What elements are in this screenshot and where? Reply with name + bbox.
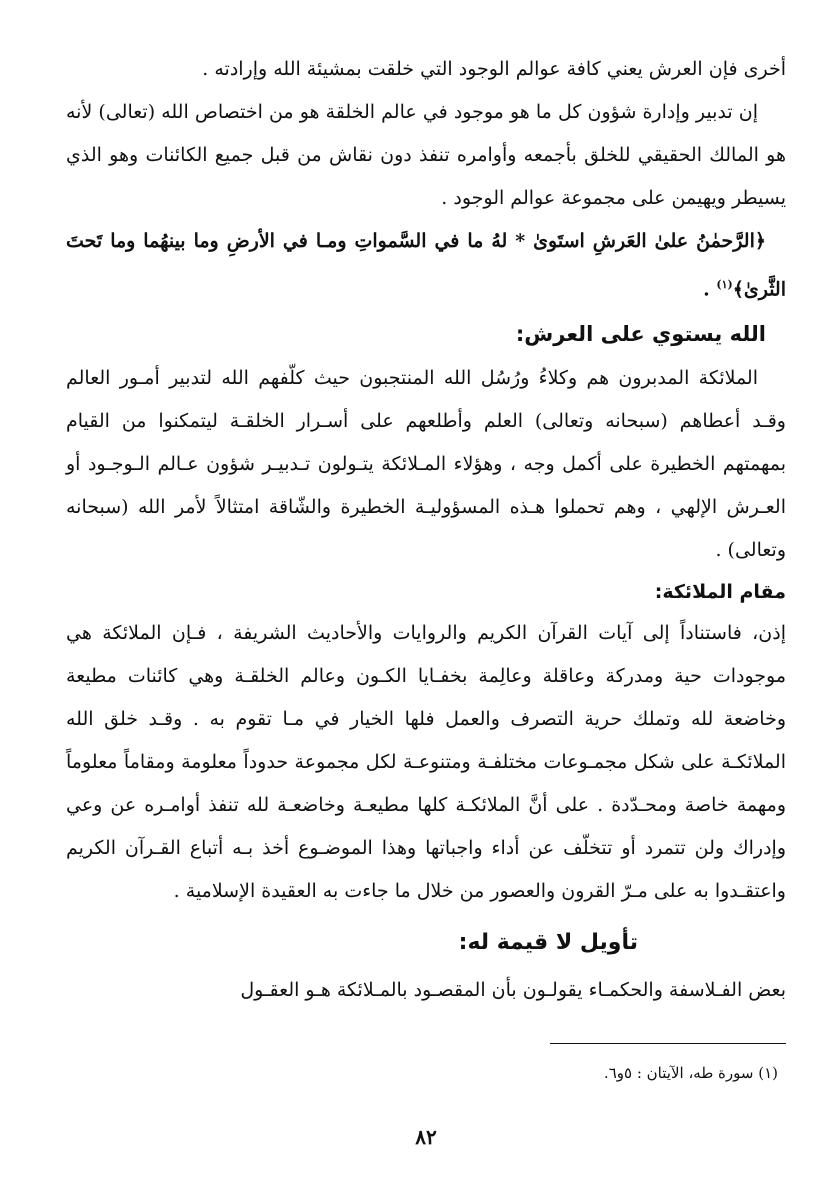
paragraph-4: إذن، فاستناداً إلى آيات القرآن الكريم والروايات والأحاديث الشريفة ، فـإن الملائكة هي موجودات حية ومدركة وعاقلة وعالِمة بخفـايا الكـون وعالم الخلقـة وهي كائنات مطيعة وخاضعة لله وتملك حرية التصرف والعمل فلها الخيار في مـا تقوم به . وقـد خلق الله الملائكـة على شكل مجمـوعات مختلفـة ومتنوعـة لكل مجموعة حدوداً معلومة ومقاماً معلوماً ومهمة خاصة ومحـدّدة . على أنَّ الملائكـة كلها مطيعـة وخاضعـة لله تنفذ أوامـره عن وعي وإدراك ولن تتمرد أو تتخلّف عن أداء واجباتها وهذا الموضـوع أخذ بـه أتباع القـرآن الكريم واعتقـدوا به على مـرّ القرون والعصور من خلال ما جاءت به العقيدة الإسلامية . (66, 622, 786, 903)
footnote: (١) سورة طه، الآيتان : ٥و٦. (603, 1064, 778, 1082)
section-heading-angels-status: مقام الملائكة: (654, 581, 786, 604)
paragraph-1: أخرى فإن العرش يعني كافة عوالم الوجود التي خلقت بمشيئة الله وإرادته . (202, 58, 786, 80)
section-heading-interpretation: تأويل لا قيمة له: (458, 930, 638, 956)
paragraph-3: الملائكة المدبرون هم وكلاءُ ورُسُل الله المنتجبون حيث كلّفهم الله لتدبير أمـور العالم وقـد أعطاهم (سبحانه وتعالى) العلم وأطلعهم على أسـرار الخلقـة ليتمكنوا من القيام بمهمتهم الخطيرة على أكمل وجه ، وهؤلاء المـلائكة يتـولون تـدبيـر شؤون عـالم الـوجـود أو العـرش الإلهي ، وهم تحملوا هـذه المسؤوليـة الخطيرة والشّاقة امتثالاً لأمر الله (سبحانه وتعالى) . (66, 367, 786, 562)
verse-end: . (703, 278, 717, 301)
footnote-marker[interactable]: (١) (716, 278, 733, 291)
page-number: ٨٢ (415, 1125, 437, 1149)
book-page (66, 48, 786, 1168)
footnote-divider (550, 1043, 786, 1044)
paragraph-5: بعض الفـلاسفة والحكمـاء يقولـون بأن المقصـود بالمـلائكة هـو العقـول (240, 979, 786, 1002)
quran-verse (66, 220, 786, 311)
paragraph-2: إن تدبير وإدارة شؤون كل ما هو موجود في عالم الخلقة هو من اختصاص الله (تعالى) لأنه هو المالك الحقيقي للخلق بأجمعه وأوامره تنفذ دون نقاش من قبل جميع الكائنات وهو الذي يسيطر ويهيمن على مجموعة عوالم الوجود . (66, 101, 786, 209)
verse-text: ﴿الرَّحمٰنُ علىٰ العَرشِ استَوىٰ * لهُ ما في السَّمواتِ ومـا في الأرضِ وما بينهُما وما تَحتَ الثَّرىٰ﴾ (66, 230, 786, 301)
section-heading-throne: الله يستوي على العرش: (515, 322, 766, 347)
